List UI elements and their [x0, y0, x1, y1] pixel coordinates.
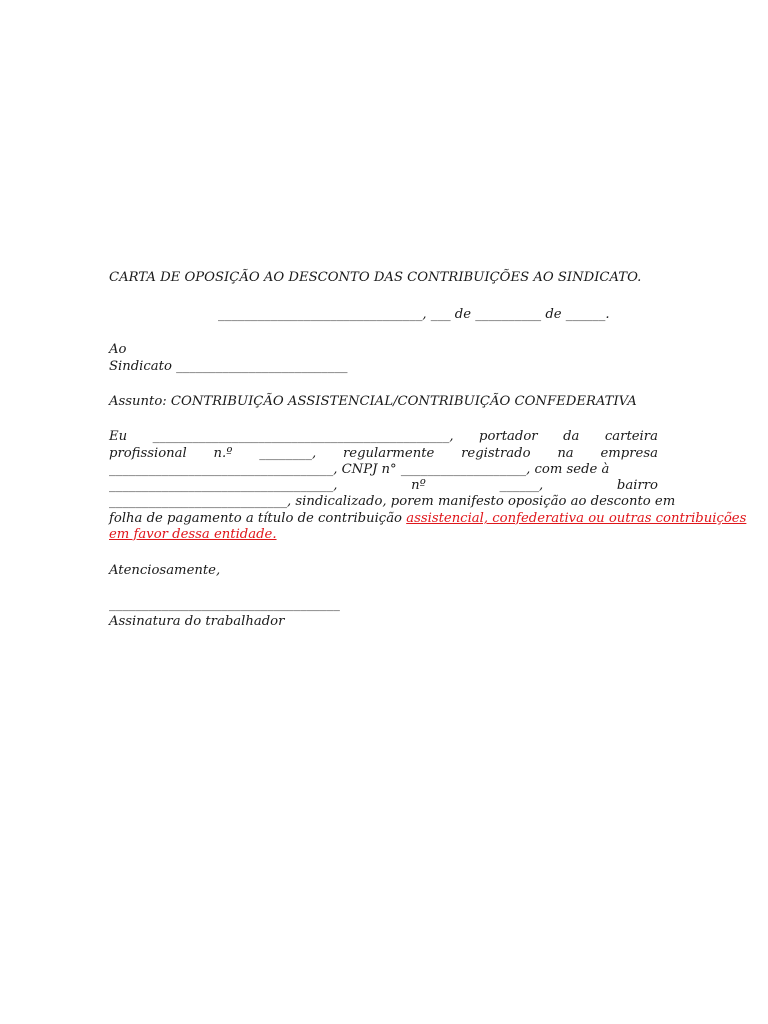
body-row-2: [109, 446, 658, 462]
body-word: profissional: [109, 446, 187, 461]
body-row-4: [109, 478, 658, 494]
body-word: ______,: [499, 478, 544, 493]
highlighted-text: assistencial, confederativa ou outras contribuições: [406, 511, 747, 526]
body-word: da: [563, 429, 580, 444]
body-word: bairro: [616, 478, 658, 493]
body-row-7: [109, 527, 277, 543]
body-word: ________,: [259, 446, 317, 461]
body-text: __________________________________, CNPJ n° ___________________, com sede à: [109, 462, 610, 477]
subject-line: Assunto: CONTRIBUIÇÃO ASSISTENCIAL/CONTRIBUIÇÃO CONFEDERATIVA: [109, 394, 637, 409]
body-word: registrado: [461, 446, 531, 461]
body-word: Eu: [109, 429, 128, 444]
body-word: __________________________________,: [109, 478, 338, 493]
body-text: ___________________________, sindicalizado, porem manifesto oposição ao desconto em: [109, 494, 676, 509]
body-word: n.º: [213, 446, 233, 461]
body-text: folha de pagamento a título de contribuição: [109, 511, 407, 526]
body-word: na: [557, 446, 574, 461]
signature-label: Assinatura do trabalhador: [109, 614, 285, 629]
body-row-3: [109, 462, 658, 478]
body-row-5: [109, 494, 676, 510]
recipient-line-2: Sindicato __________________________: [109, 359, 348, 374]
highlighted-text: em favor dessa entidade.: [109, 527, 277, 542]
signature-line: ___________________________________: [109, 597, 340, 612]
letter-title: CARTA DE OPOSIÇÃO AO DESCONTO DAS CONTRIBUIÇÕES AO SINDICATO.: [109, 270, 642, 285]
body-word: regularmente: [342, 446, 435, 461]
body-row-6: [109, 511, 746, 527]
body-row-1: [109, 429, 658, 445]
closing: Atenciosamente,: [109, 563, 221, 578]
recipient-line-1: Ao: [109, 342, 127, 357]
body-word: _____________________________________________,: [152, 429, 454, 444]
body-word: empresa: [600, 446, 658, 461]
body-word: portador: [479, 429, 538, 444]
body-word: nº: [411, 478, 426, 493]
date-line: _______________________________, ___ de __________ de ______.: [218, 307, 610, 322]
body-word: carteira: [604, 429, 658, 444]
